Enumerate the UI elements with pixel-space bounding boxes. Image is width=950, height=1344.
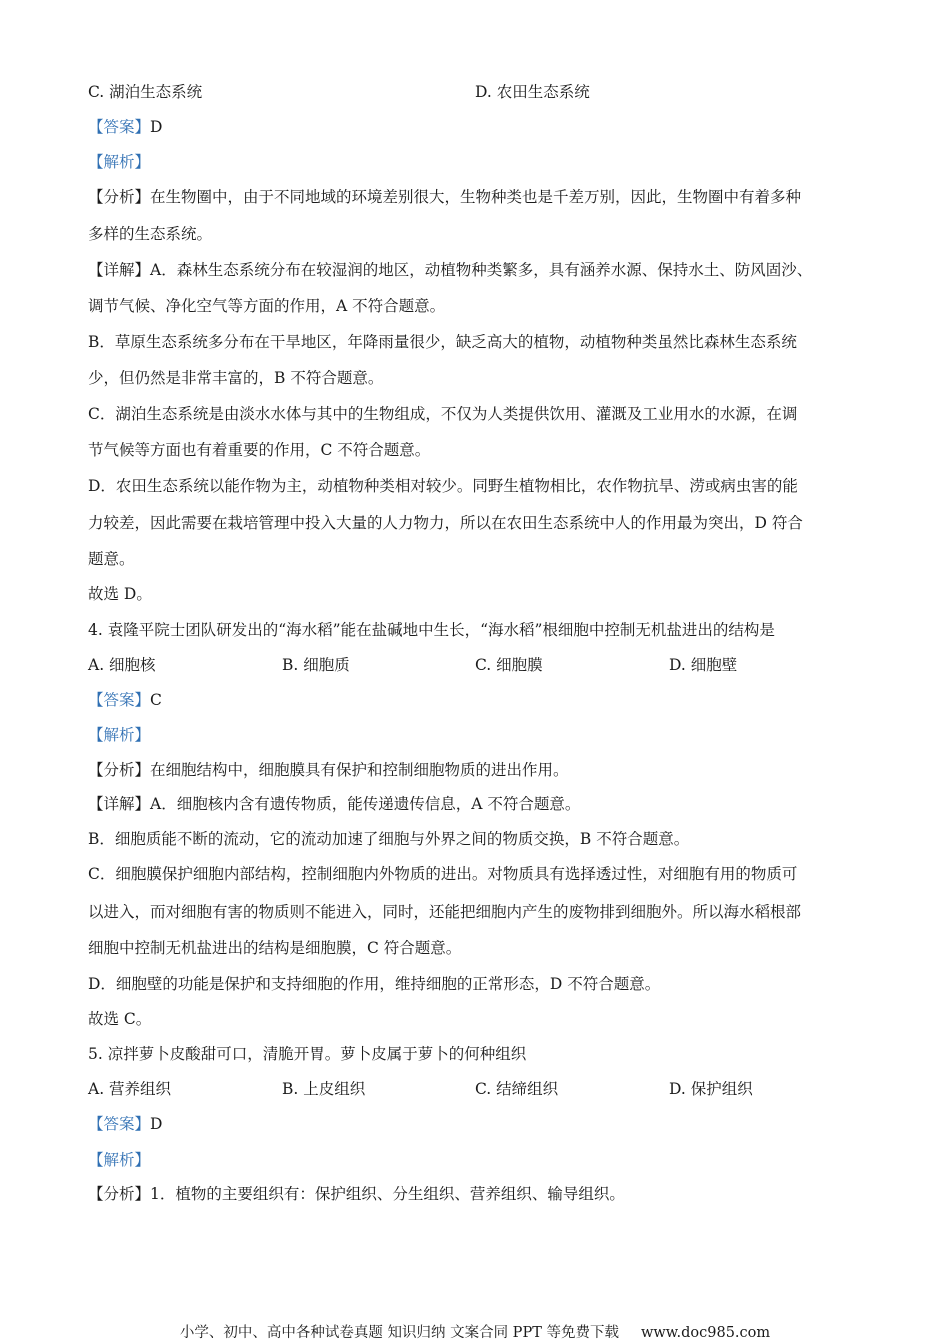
text-line: 【分析】在生物圈中，由于不同地域的环境差别很大，生物种类也是千差万别，因此，生物圈中有着多种 bbox=[88, 188, 802, 206]
option-d: D. 保护组织 bbox=[669, 1080, 753, 1098]
option-d: D. 细胞壁 bbox=[669, 656, 738, 674]
answer-tag: 【答案】 bbox=[88, 1115, 151, 1133]
text-line: 细胞中控制无机盐进出的结构是细胞膜，C 符合题意。 bbox=[88, 939, 462, 957]
analysis-tag: 【解析】 bbox=[88, 153, 151, 171]
answer-tag: 【答案】 bbox=[88, 691, 151, 709]
text-line: 节气候等方面也有着重要的作用，C 不符合题意。 bbox=[88, 441, 431, 459]
option-a: A. 营养组织 bbox=[88, 1080, 172, 1098]
footer-link[interactable]: www.doc985.com bbox=[640, 1325, 771, 1341]
question-5: 5. 凉拌萝卜皮酸甜可口，清脆开胃。萝卜皮属于萝卜的何种组织 bbox=[88, 1045, 527, 1063]
text-line: B．草原生态系统多分布在干旱地区，年降雨量很少，缺乏高大的植物，动植物种类虽然比森林生态系统 bbox=[88, 333, 797, 351]
option-c: C. 结缔组织 bbox=[475, 1080, 559, 1098]
text-line: 多样的生态系统。 bbox=[88, 225, 213, 243]
text-line: 故选 C。 bbox=[88, 1010, 152, 1028]
text-line: 题意。 bbox=[88, 550, 135, 568]
page-footer bbox=[0, 1324, 950, 1342]
answer-line bbox=[88, 1114, 162, 1134]
text-line: D．农田生态系统以能作物为主，动植物种类相对较少。同野生植物相比，农作物抗旱、涝或病虫害的能 bbox=[88, 477, 798, 495]
text-line: 调节气候、净化空气等方面的作用，A 不符合题意。 bbox=[88, 297, 446, 315]
text-line: C．细胞膜保护细胞内部结构，控制细胞内外物质的进出。对物质具有选择透过性，对细胞有用的物质可 bbox=[88, 865, 798, 883]
text-line: B．细胞质能不断的流动，它的流动加速了细胞与外界之间的物质交换，B 不符合题意。 bbox=[88, 830, 690, 848]
option-b: B. 上皮组织 bbox=[282, 1080, 366, 1098]
text-line: 【分析】在细胞结构中，细胞膜具有保护和控制细胞物质的进出作用。 bbox=[88, 761, 569, 779]
text-line: 以进入，而对细胞有害的物质则不能进入，同时，还能把细胞内产生的废物排到细胞外。所以海水稻根部 bbox=[88, 903, 802, 921]
analysis-tag: 【解析】 bbox=[88, 726, 151, 744]
text-line: 【详解】A．细胞核内含有遗传物质，能传递遗传信息，A 不符合题意。 bbox=[88, 795, 581, 813]
text-line: 【详解】A．森林生态系统分布在较湿润的地区，动植物种类繁多，具有涵养水源、保持水土、防风固沙、 bbox=[88, 261, 813, 279]
text-line: 少，但仍然是非常丰富的，B 不符合题意。 bbox=[88, 369, 384, 387]
text-line: 故选 D。 bbox=[88, 585, 152, 603]
text-line: 【分析】1．植物的主要组织有：保护组织、分生组织、营养组织、输导组织。 bbox=[88, 1185, 625, 1203]
analysis-tag: 【解析】 bbox=[88, 1151, 151, 1169]
answer-value: D bbox=[150, 118, 163, 136]
option-a: A. 细胞核 bbox=[88, 656, 156, 674]
text-line: C．湖泊生态系统是由淡水水体与其中的生物组成，不仅为人类提供饮用、灌溉及工业用水的水源，在调 bbox=[88, 405, 798, 423]
footer-text: 小学、初中、高中各种试卷真题 知识归纳 文案合同 PPT 等免费下载 bbox=[179, 1325, 619, 1341]
answer-line bbox=[88, 117, 162, 137]
answer-value: D bbox=[150, 1115, 163, 1133]
question-4: 4. 袁隆平院士团队研发出的“海水稻”能在盐碱地中生长，“海水稻”根细胞中控制无机盐进出的结构是 bbox=[88, 621, 775, 639]
answer-value: C bbox=[150, 691, 162, 709]
answer-tag: 【答案】 bbox=[88, 118, 151, 136]
answer-line bbox=[88, 690, 162, 710]
text-line: D．细胞壁的功能是保护和支持细胞的作用，维持细胞的正常形态，D 不符合题意。 bbox=[88, 975, 661, 993]
option-c: C. 细胞膜 bbox=[475, 656, 543, 674]
option-b: B. 细胞质 bbox=[282, 656, 350, 674]
option-d: D. 农田生态系统 bbox=[475, 83, 590, 101]
text-line: 力较差，因此需要在栽培管理中投入大量的人力物力，所以在农田生态系统中人的作用最为突出，D 符合 bbox=[88, 514, 803, 532]
option-c: C. 湖泊生态系统 bbox=[88, 83, 203, 101]
